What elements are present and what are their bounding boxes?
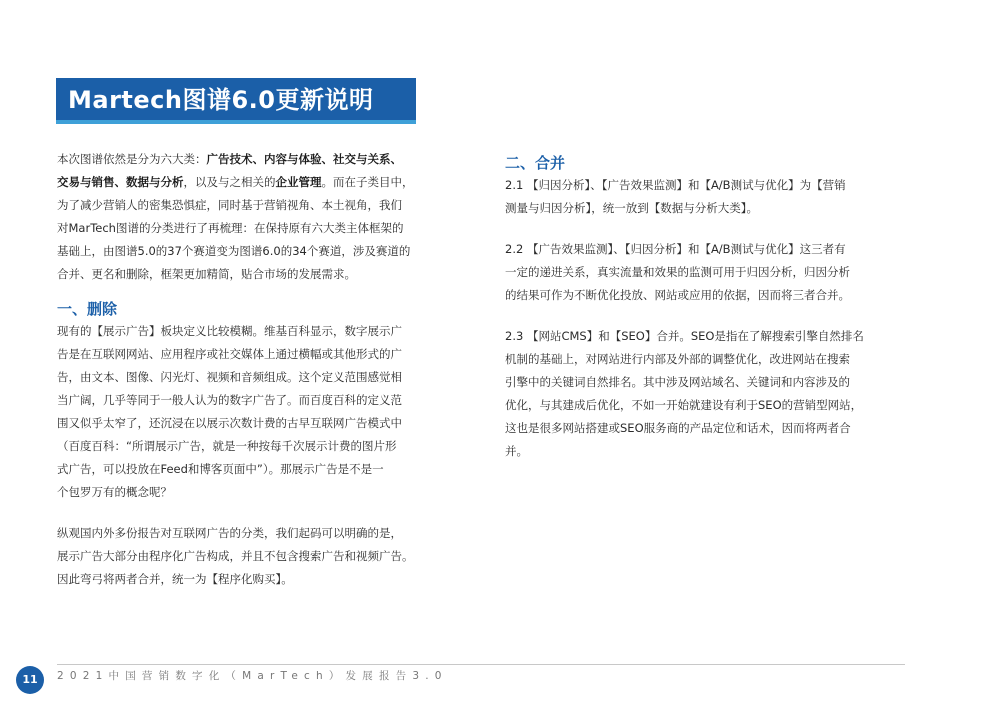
intro-bold-enterprise: 企业管理 (275, 175, 322, 189)
body-line: 告，由文本、图像、闪光灯、视频和音频组成。这个定义范围感觉相 (57, 370, 402, 384)
footer-report-title: 2021中国营销数字化（MarTech）发展报告3.0 (57, 670, 448, 682)
body-line: 引擎中的关键词自然排名。其中涉及网站域名、关键词和内容涉及的 (505, 375, 850, 389)
body-line: 围又似乎太窄了，还沉浸在以展示次数计费的古早互联网广告模式中 (57, 416, 402, 430)
section1-paragraph-1 (57, 320, 427, 504)
body-line: 式广告，可以投放在Feed和博客页面中”）。那展示广告是不是一 (57, 462, 384, 476)
body-line: 2.2 【广告效果监测】、【归因分析】和【A/B测试与优化】这三者有 (505, 242, 846, 256)
body-line: 告是在互联网网站、应用程序或社交媒体上通过横幅或其他形式的广 (57, 347, 402, 361)
body-line: 2.1 【归因分析】、【广告效果监测】和【A/B测试与优化】为【营销 (505, 178, 846, 192)
body-line: 机制的基础上，对网站进行内部及外部的调整优化，改进网站在搜索 (505, 352, 850, 366)
section2-paragraph-2 (505, 238, 885, 307)
body-line: 并。 (505, 444, 528, 458)
intro-bold-categories: 广告技术、内容与体验、社交与关系、 (206, 152, 402, 166)
body-line: 展示广告大部分由程序化广告构成，并且不包含搜索广告和视频广告。 (57, 549, 414, 563)
body-line: 测量与归因分析】，统一放到【数据与分析大类】。 (505, 201, 758, 215)
footer-divider (57, 664, 905, 665)
body-line: 优化，与其建成后优化，不如一开始就建设有利于SEO的营销型网站， (505, 398, 863, 412)
body-line: 纵观国内外多份报告对互联网广告的分类，我们起码可以明确的是， (57, 526, 402, 540)
body-line: 一定的递进关系，真实流量和效果的监测可用于归因分析，归因分析 (505, 265, 850, 279)
intro-text: 本次图谱依然是分为六大类： (57, 152, 207, 166)
body-line: 的结果可作为不断优化投放、网站或应用的依据，因而将三者合并。 (505, 288, 850, 302)
section-heading-delete: 一、删除 (57, 300, 118, 318)
intro-line (57, 148, 427, 171)
right-column (505, 152, 885, 463)
intro-line (57, 171, 427, 194)
intro-text: 。而在子类目中， (321, 175, 414, 189)
intro-line: 为了减少营销人的密集恐惧症，同时基于营销视角、本土视角，我们 (57, 198, 402, 212)
body-line: 个包罗万有的概念呢？ (57, 485, 172, 499)
page-number-badge: 11 (16, 666, 44, 694)
page-title: Martech图谱6.0更新说明 (68, 86, 374, 114)
section1-paragraph-2 (57, 522, 427, 591)
section2-paragraph-1 (505, 174, 885, 220)
left-column (57, 148, 427, 591)
intro-text: ，以及与之相关的 (183, 175, 276, 189)
section-heading-merge: 二、合并 (505, 154, 566, 172)
body-line: （百度百科：“所谓展示广告，就是一种按每千次展示计费的图片形 (57, 439, 397, 453)
title-banner (56, 78, 416, 124)
intro-line: 对MarTech图谱的分类进行了再梳理：在保持原有六大类主体框架的 (57, 221, 404, 235)
body-line: 因此弯弓将两者合并，统一为【程序化购买】。 (57, 572, 293, 586)
intro-line: 合并、更名和删除，框架更加精简，贴合市场的发展需求。 (57, 267, 356, 281)
intro-paragraph (57, 148, 427, 286)
section2-paragraph-3 (505, 325, 885, 463)
body-line: 2.3 【网站CMS】和【SEO】合并。SEO是指在了解搜索引擎自然排名 (505, 329, 864, 343)
body-line: 现有的【展示广告】板块定义比较模糊。维基百科显示，数字展示广 (57, 324, 402, 338)
intro-bold-categories: 交易与销售、数据与分析 (57, 175, 184, 189)
body-line: 当广阔，几乎等同于一般人认为的数字广告了。而百度百科的定义范 (57, 393, 402, 407)
intro-line: 基础上，由图谱5.0的37个赛道变为图谱6.0的34个赛道，涉及赛道的 (57, 244, 411, 258)
body-line: 这也是很多网站搭建或SEO服务商的产品定位和话术，因而将两者合 (505, 421, 851, 435)
